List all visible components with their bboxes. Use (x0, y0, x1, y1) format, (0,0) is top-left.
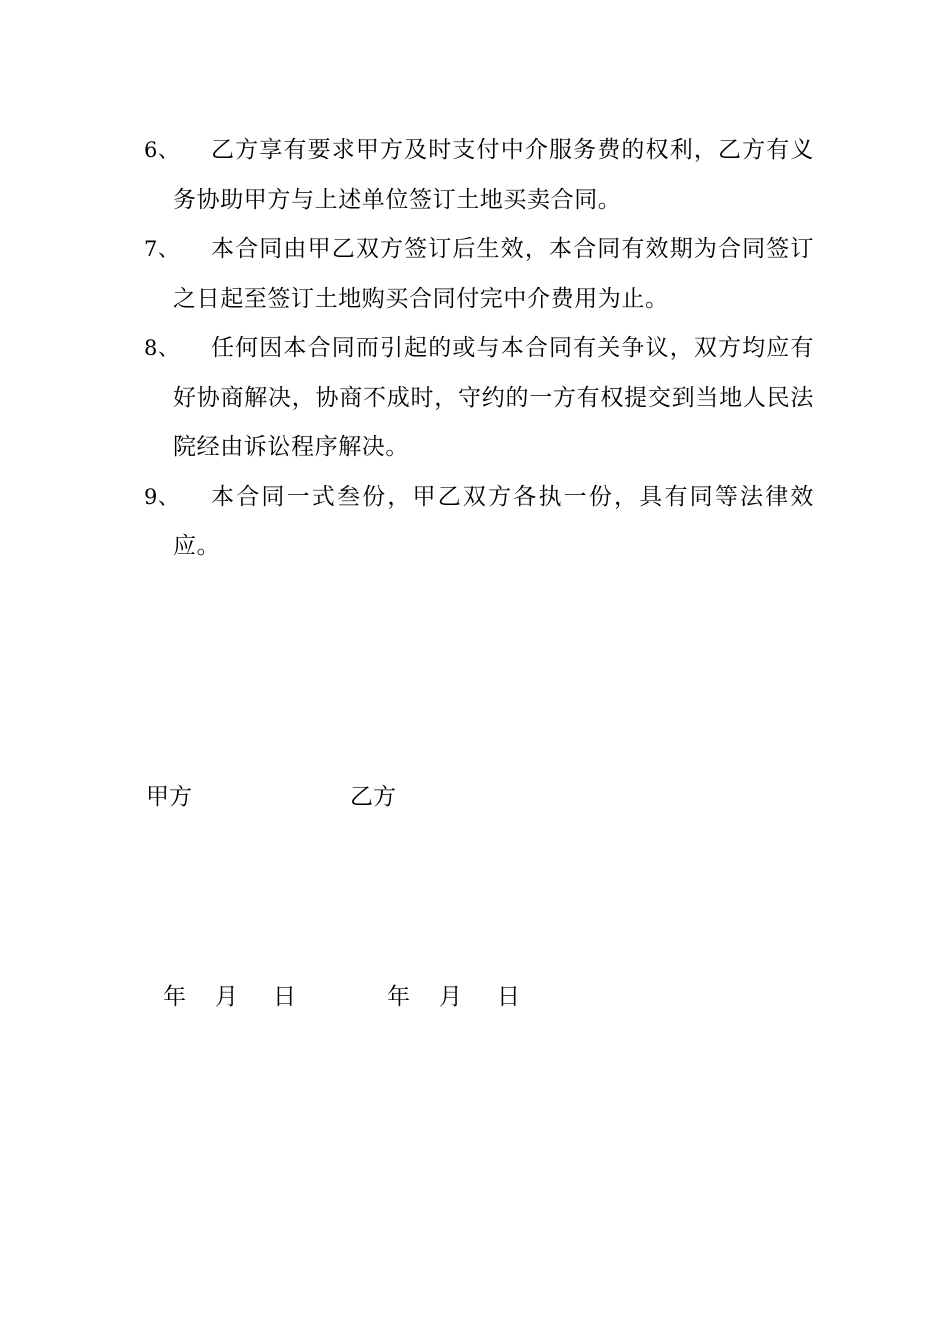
clause-7 (144, 225, 814, 324)
date-day: 日 (273, 984, 296, 1010)
clause-8 (144, 324, 814, 473)
clause-9 (144, 473, 814, 572)
signature-dates (0, 978, 950, 1018)
party-a-label: 甲方 (146, 784, 192, 810)
date-month: 月 (439, 984, 462, 1010)
date-month: 月 (215, 984, 238, 1010)
date-year: 年 (387, 984, 410, 1010)
clause-6 (144, 126, 814, 225)
clause-text: 本合同一式叁份，甲乙双方各执一份，具有同等法律效应。 (173, 483, 814, 559)
date-year: 年 (163, 984, 186, 1010)
clause-text: 乙方享有要求甲方及时支付中介服务费的权利，乙方有义务协助甲方与上述单位签订土地买卖合同。 (173, 137, 814, 213)
contract-clauses (144, 126, 814, 572)
date-day: 日 (497, 984, 520, 1010)
clause-number: 6、 (144, 138, 180, 162)
clause-number: 9、 (144, 484, 180, 509)
party-b-label: 乙方 (350, 784, 396, 810)
clause-number: 7、 (144, 237, 180, 261)
clause-number: 8、 (144, 336, 180, 360)
clause-text: 本合同由甲乙双方签订后生效，本合同有效期为合同签订之日起至签订土地购买合同付完中介费用为止。 (173, 236, 814, 312)
signature-parties (0, 778, 950, 818)
clause-text: 任何因本合同而引起的或与本合同有关争议，双方均应有好协商解决，协商不成时，守约的一方有权提交到当地人民法院经由诉讼程序解决。 (173, 335, 814, 460)
